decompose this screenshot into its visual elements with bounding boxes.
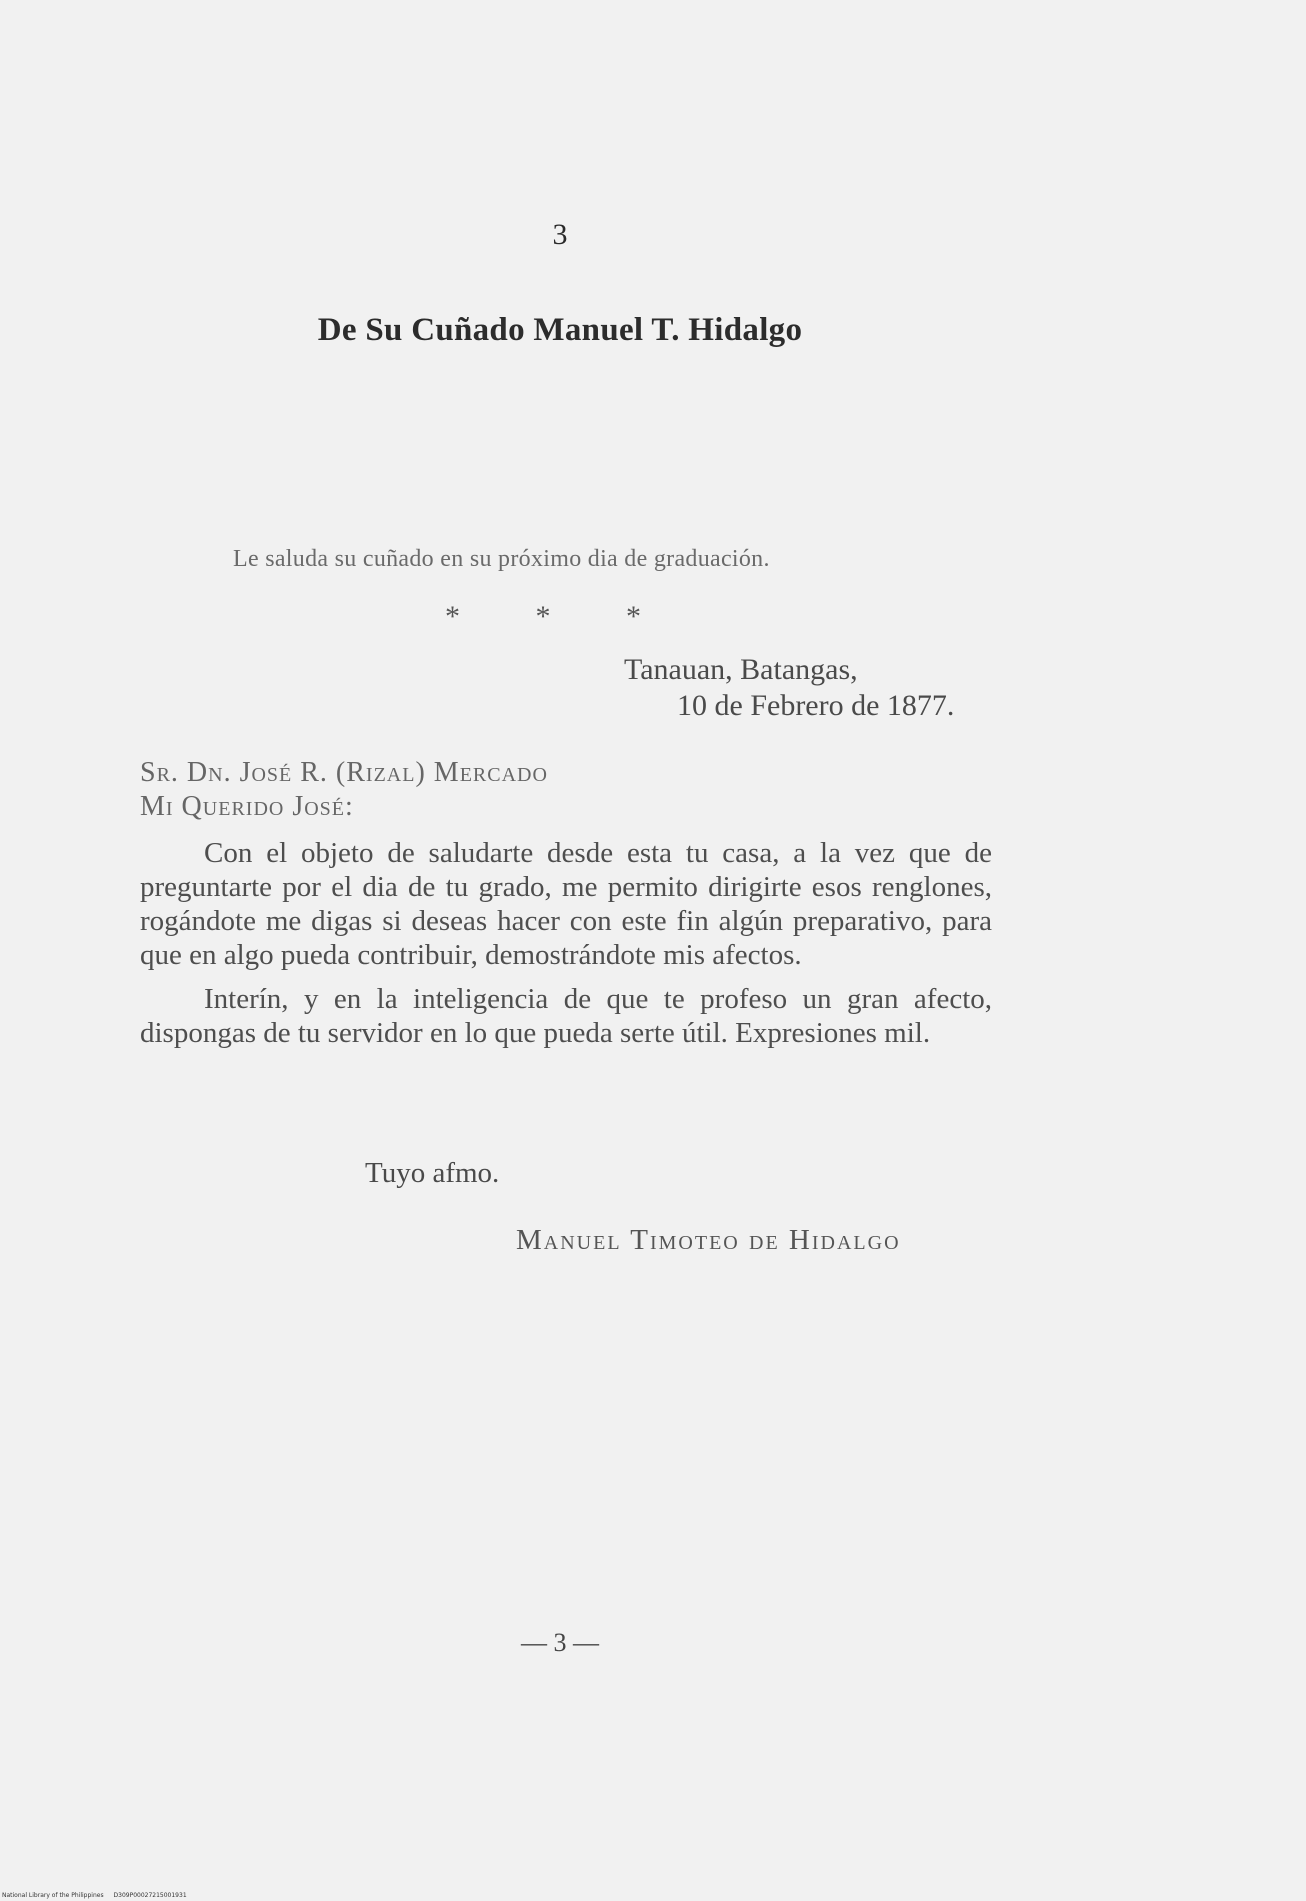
body-paragraph: Interín, y en la inteligencia de que te profeso un gran afecto, dispongas de tu servidor en lo que pueda serte útil. Expresiones mil. <box>140 983 992 1049</box>
body-paragraph: Con el objeto de saludarte desde esta tu casa, a la vez que de preguntarte por el dia de tu grado, me permito dirigirte esos renglones, rogándote me digas si deseas hacer con este fin algún preparativo, para que en algo pueda contribuir, demostrándote mis afectos. <box>140 837 992 971</box>
letter-title: De Su Cuñado Manuel T. Hidalgo <box>317 312 803 348</box>
place-and-date <box>624 652 954 724</box>
addressee: Sr. Dn. José R. (Rizal) Mercado <box>140 757 548 788</box>
footer-credit <box>2 1892 195 1899</box>
letter-body <box>140 836 992 1060</box>
letter-place: Tanauan, Batangas, <box>624 653 858 686</box>
letter-number: 3 <box>552 218 568 251</box>
letter-signature: Manuel Timoteo de Hidalgo <box>516 1224 901 1256</box>
letter-summary: Le saluda su cuñado en su próximo dia de graduación. <box>233 546 770 572</box>
letter-date: 10 de Febrero de 1877. <box>677 689 955 722</box>
greeting: Mi Querido José: <box>140 791 354 822</box>
footer-code: D309P00027215001931 <box>113 1892 187 1899</box>
page-number: — 3 — <box>521 1628 599 1657</box>
salutation-block <box>140 756 548 824</box>
section-separator: * * * <box>445 600 675 633</box>
letter-closing: Tuyo afmo. <box>365 1157 500 1189</box>
footer-library: National Library of the Philippines <box>2 1892 104 1899</box>
